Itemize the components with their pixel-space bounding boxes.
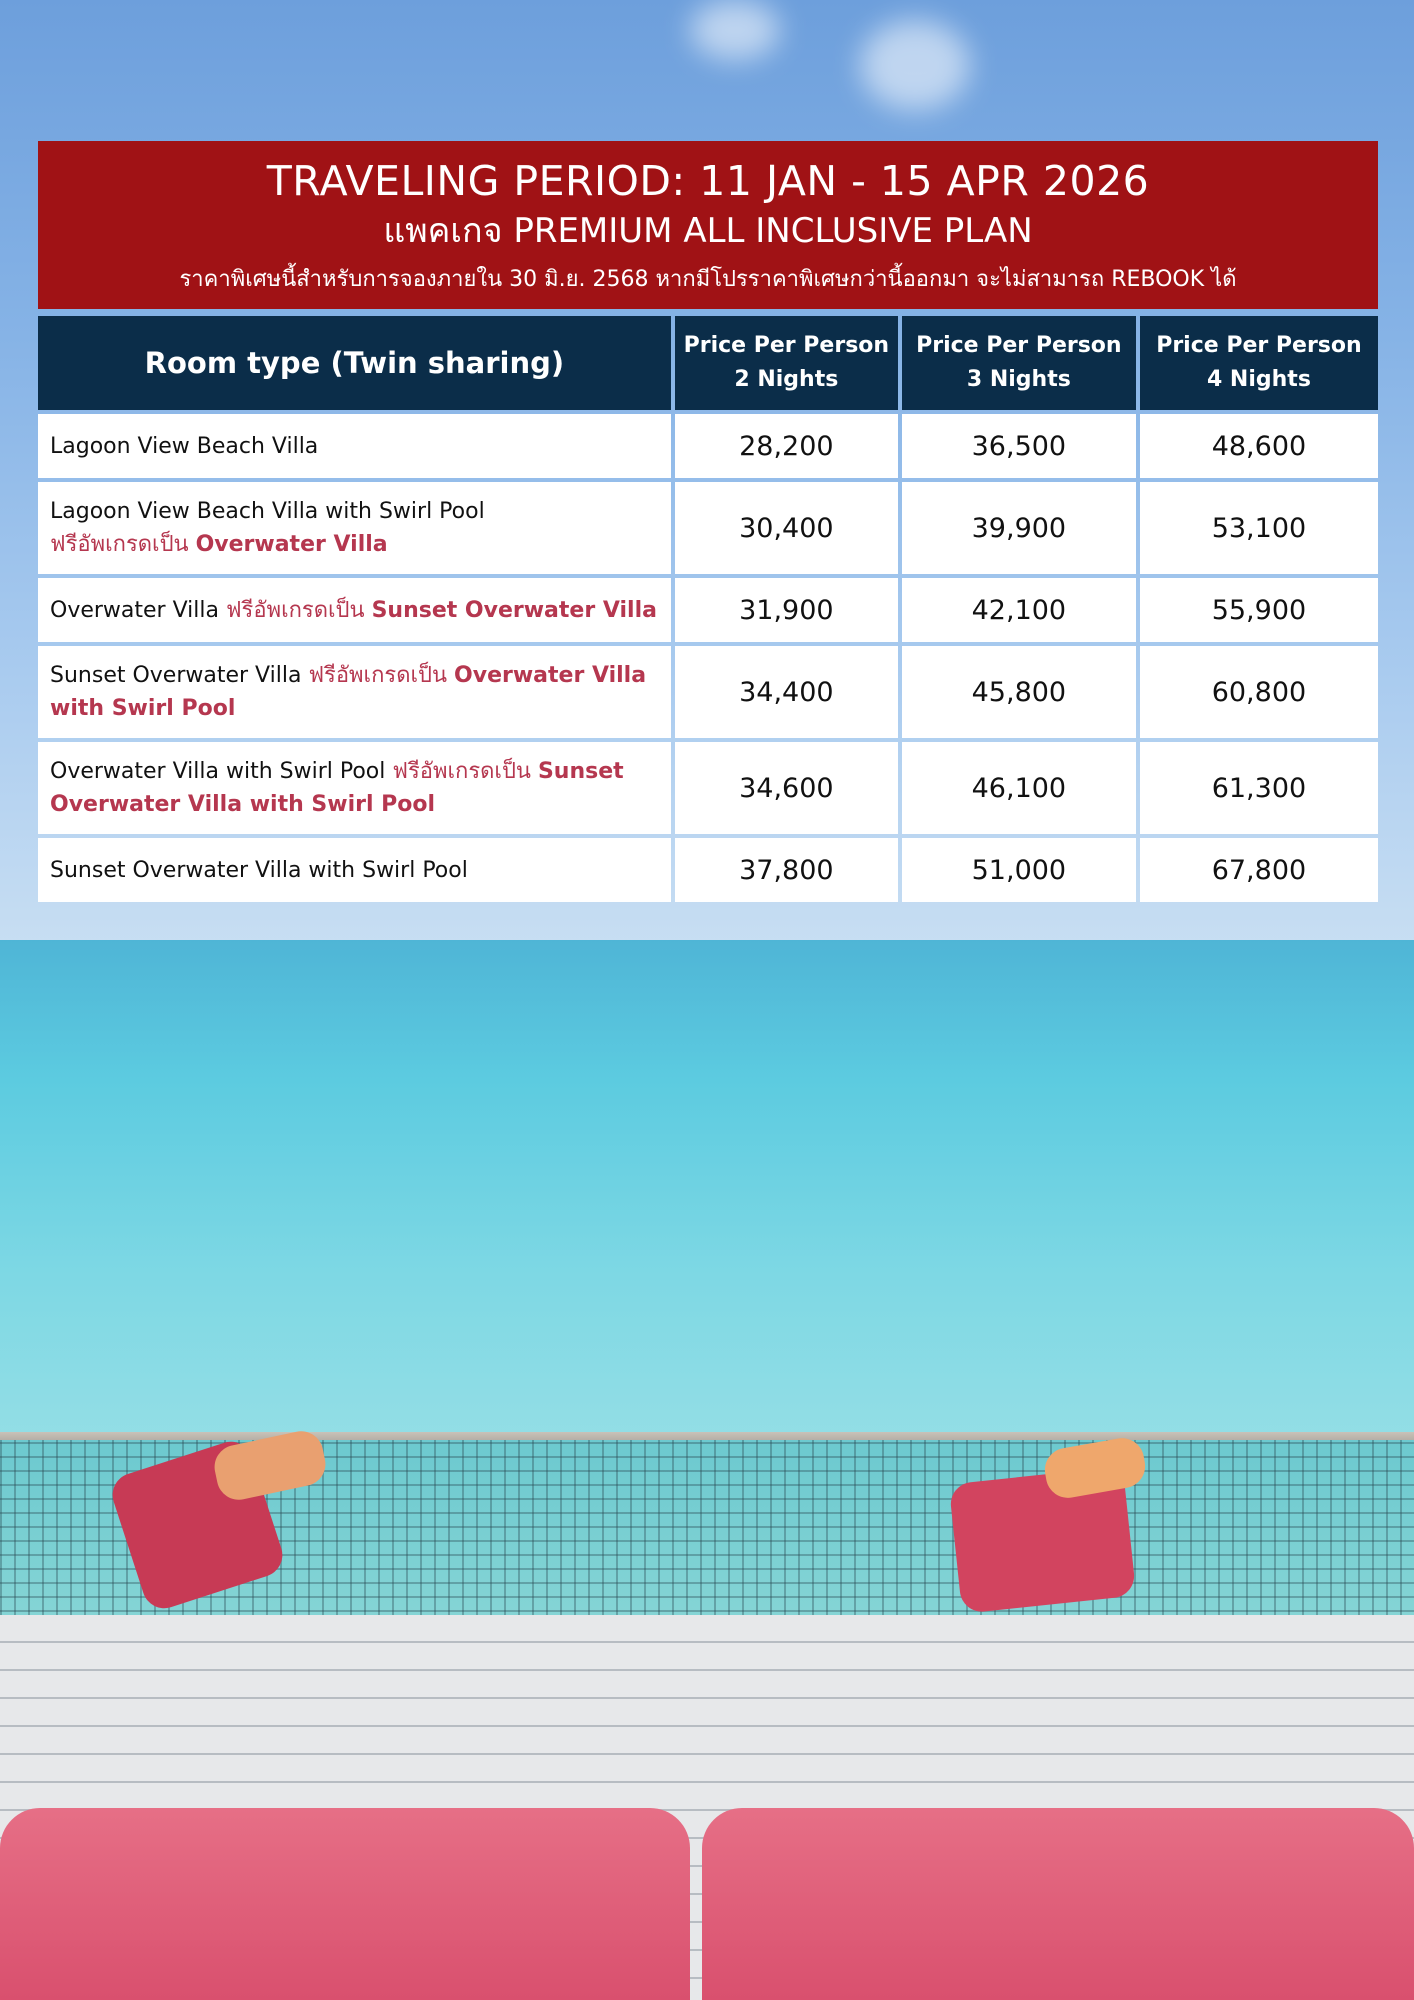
table-row bbox=[38, 578, 1378, 642]
price-3-nights: 45,800 bbox=[902, 646, 1136, 738]
price-table bbox=[34, 312, 1382, 906]
price-4-nights-header: Price Per Person 4 Nights bbox=[1140, 316, 1378, 410]
price-card bbox=[38, 141, 1378, 906]
upgrade-offer: ฟรีอัพเกรดเป็น Overwater Villa bbox=[50, 532, 388, 557]
price-2-nights: 34,400 bbox=[675, 646, 898, 738]
room-type-cell: Sunset Overwater Villa ฟรีอัพเกรดเป็น Overwater Villa with Swirl Pool bbox=[38, 646, 671, 738]
upgrade-offer: ฟรีอัพเกรดเป็น Sunset Overwater Villa with Swirl Pool bbox=[50, 759, 624, 817]
price-2-nights-header: Price Per Person 2 Nights bbox=[675, 316, 898, 410]
price-3-nights: 51,000 bbox=[902, 838, 1136, 902]
room-type-cell: Lagoon View Beach Villa bbox=[38, 414, 671, 478]
table-row bbox=[38, 646, 1378, 738]
price-4-nights: 67,800 bbox=[1140, 838, 1378, 902]
traveling-period: TRAVELING PERIOD: 11 JAN - 15 APR 2026 bbox=[266, 157, 1150, 205]
price-2-nights: 34,600 bbox=[675, 742, 898, 834]
price-3-nights: 42,100 bbox=[902, 578, 1136, 642]
upgrade-offer: ฟรีอัพเกรดเป็น Overwater Villa with Swirl Pool bbox=[50, 663, 647, 721]
cloud bbox=[690, 0, 780, 60]
price-2-nights: 30,400 bbox=[675, 482, 898, 574]
room-type-cell: Overwater Villa with Swirl Pool ฟรีอัพเกรดเป็น Sunset Overwater Villa with Swirl Pool bbox=[38, 742, 671, 834]
price-3-nights-header: Price Per Person 3 Nights bbox=[902, 316, 1136, 410]
package-plan-title: แพคเกจ PREMIUM ALL INCLUSIVE PLAN bbox=[383, 211, 1033, 251]
price-2-nights: 31,900 bbox=[675, 578, 898, 642]
price-4-nights: 55,900 bbox=[1140, 578, 1378, 642]
upgrade-offer: ฟรีอัพเกรดเป็น Sunset Overwater Villa bbox=[225, 597, 657, 623]
price-4-nights: 60,800 bbox=[1140, 646, 1378, 738]
price-4-nights: 48,600 bbox=[1140, 414, 1378, 478]
room-type-header: Room type (Twin sharing) bbox=[38, 316, 671, 410]
room-type-cell: Lagoon View Beach Villa with Swirl Pool ฟรีอัพเกรดเป็น Overwater Villa bbox=[38, 482, 671, 574]
table-row bbox=[38, 414, 1378, 478]
table-row bbox=[38, 742, 1378, 834]
room-type-cell: Sunset Overwater Villa with Swirl Pool bbox=[38, 838, 671, 902]
booking-condition-note: ราคาพิเศษนี้สำหรับการจองภายใน 30 มิ.ย. 2568 หากมีโปรราคาพิเศษกว่านี้ออกมา จะไม่สามารถ REBOOK ได้ bbox=[179, 267, 1237, 292]
period-header bbox=[38, 141, 1378, 309]
price-3-nights: 39,900 bbox=[902, 482, 1136, 574]
table-row bbox=[38, 838, 1378, 902]
sunbed-cushion-left bbox=[0, 1808, 690, 2000]
price-4-nights: 61,300 bbox=[1140, 742, 1378, 834]
price-2-nights: 28,200 bbox=[675, 414, 898, 478]
cloud bbox=[860, 20, 970, 110]
room-type-cell: Overwater Villa ฟรีอัพเกรดเป็น Sunset Overwater Villa bbox=[38, 578, 671, 642]
table-row bbox=[38, 482, 1378, 574]
price-3-nights: 46,100 bbox=[902, 742, 1136, 834]
sunbed-cushion-right bbox=[702, 1808, 1414, 2000]
price-4-nights: 53,100 bbox=[1140, 482, 1378, 574]
price-3-nights: 36,500 bbox=[902, 414, 1136, 478]
price-2-nights: 37,800 bbox=[675, 838, 898, 902]
sea bbox=[0, 940, 1414, 1500]
table-header-row bbox=[38, 316, 1378, 410]
